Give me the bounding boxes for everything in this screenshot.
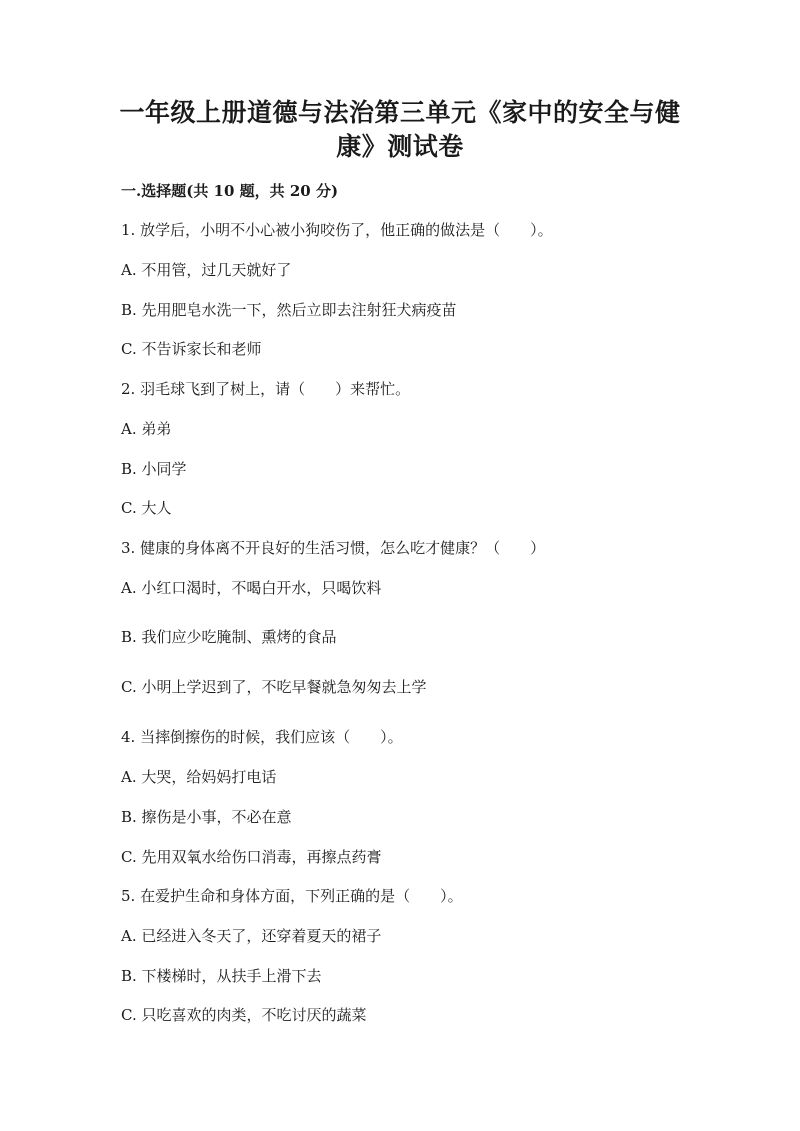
question-2-option-a: A. 弟弟 — [121, 420, 172, 438]
question-2-stem: 2. 羽毛球飞到了树上，请（ ）来帮忙。 — [121, 380, 411, 398]
question-2-option-c: C. 大人 — [121, 499, 172, 517]
question-4-stem: 4. 当摔倒擦伤的时候，我们应该（ ）。 — [121, 728, 403, 746]
question-5-stem: 5. 在爱护生命和身体方面，下列正确的是（ ）。 — [121, 887, 463, 905]
question-1-option-c: C. 不告诉家长和老师 — [121, 340, 262, 358]
question-1-option-a: A. 不用管，过几天就好了 — [121, 261, 292, 279]
question-3-option-c: C. 小明上学迟到了，不吃早餐就急匆匆去上学 — [121, 678, 427, 696]
title-line-1: 一年级上册道德与法治第三单元《家中的安全与健 — [119, 98, 681, 127]
question-3-option-a: A. 小红口渴时，不喝白开水，只喝饮料 — [121, 579, 382, 597]
question-4-option-b: B. 擦伤是小事，不必在意 — [121, 808, 292, 826]
question-1-stem: 1. 放学后，小明不小心被小狗咬伤了，他正确的做法是（ ）。 — [121, 221, 553, 239]
question-5-option-b: B. 下楼梯时，从扶手上滑下去 — [121, 967, 322, 985]
title-line-2: 康》测试卷 — [336, 132, 464, 161]
question-4-option-c: C. 先用双氧水给伤口消毒，再擦点药膏 — [121, 848, 382, 866]
section-heading: 一.选择题(共 10 题，共 20 分) — [121, 182, 339, 200]
question-3-stem: 3. 健康的身体离不开良好的生活习惯，怎么吃才健康？（ ） — [121, 539, 546, 557]
question-5-option-a: A. 已经进入冬天了，还穿着夏天的裙子 — [121, 927, 382, 945]
question-3-option-b: B. 我们应少吃腌制、熏烤的食品 — [121, 628, 337, 646]
question-4-option-a: A. 大哭，给妈妈打电话 — [121, 768, 277, 786]
question-5-option-c: C. 只吃喜欢的肉类，不吃讨厌的蔬菜 — [121, 1006, 367, 1024]
document-title — [100, 96, 700, 164]
question-2-option-b: B. 小同学 — [121, 460, 187, 478]
question-1-option-b: B. 先用肥皂水洗一下，然后立即去注射狂犬病疫苗 — [121, 301, 457, 319]
